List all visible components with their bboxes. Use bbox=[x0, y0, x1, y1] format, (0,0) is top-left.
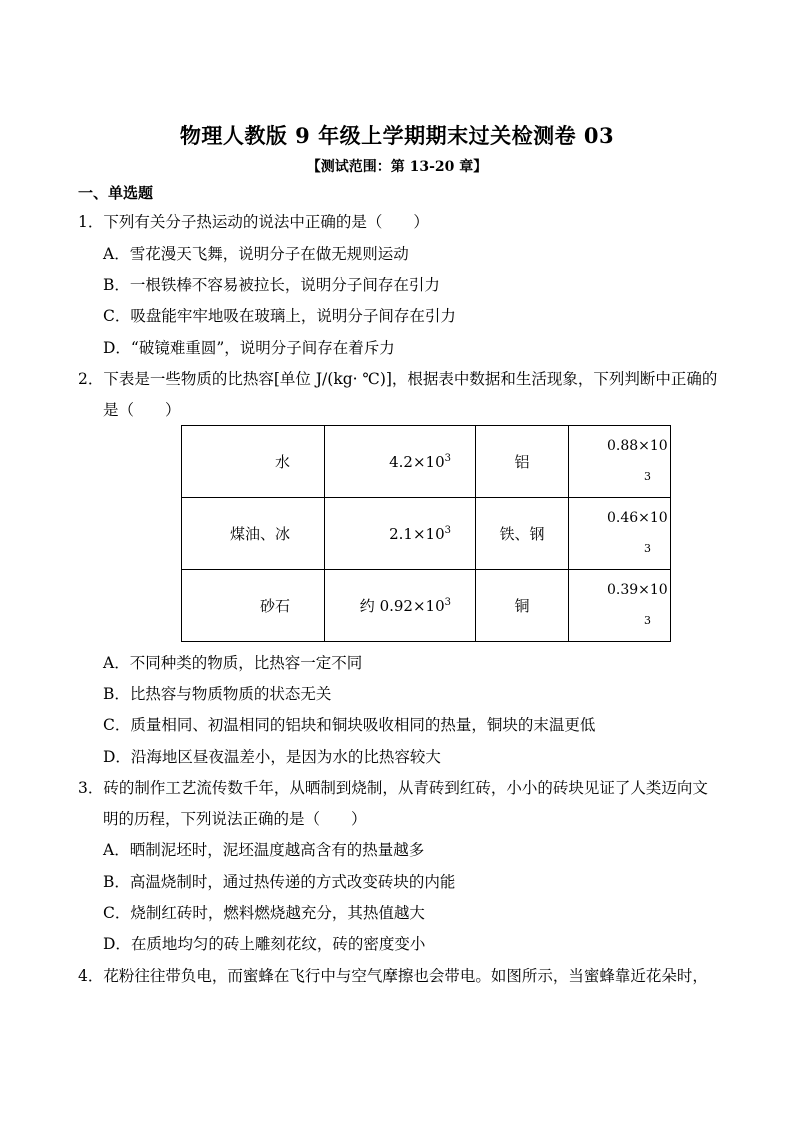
question-1-stem: 1．下列有关分子热运动的说法中正确的是（ ） bbox=[78, 213, 429, 231]
table-cell-substance: 水 bbox=[182, 426, 325, 498]
table-cell-substance: 铜 bbox=[476, 570, 569, 642]
question-2-stem: 2．下表是一些物质的比热容[单位 J/(kg· ℃)]，根据表中数据和生活现象，下列判断中正确的 bbox=[78, 370, 718, 388]
question-1-option-a: A．雪花漫天飞舞，说明分子在做无规则运动 bbox=[103, 245, 409, 263]
question-1-option-c: C．吸盘能牢牢地吸在玻璃上，说明分子间存在引力 bbox=[103, 307, 456, 325]
table-row bbox=[182, 570, 671, 642]
question-2-option-b: B．比热容与物质物质的状态无关 bbox=[103, 685, 332, 703]
document-title: 物理人教版 9 年级上学期期末过关检测卷 03 bbox=[179, 123, 615, 148]
question-2-option-d: D．沿海地区昼夜温差小，是因为水的比热容较大 bbox=[103, 748, 441, 766]
table-cell-substance: 铝 bbox=[476, 426, 569, 498]
table-cell-value: $4.2\times 10^3$ bbox=[325, 426, 476, 498]
question-2-stem-continued: 是（ ） bbox=[103, 401, 181, 419]
question-2-option-a: A．不同种类的物质，比热容一定不同 bbox=[103, 654, 363, 672]
table-cell-value: 0.46×10 3 bbox=[569, 498, 671, 570]
table-row bbox=[182, 426, 671, 498]
question-3-stem-continued: 明的历程，下列说法正确的是（ ） bbox=[103, 810, 367, 828]
table-cell-value: 0.39×10 3 bbox=[569, 570, 671, 642]
table-cell-value: 约 $0.92\times 10^3$ bbox=[325, 570, 476, 642]
table-cell-value: $2.1\times 10^3$ bbox=[325, 498, 476, 570]
table-cell-substance: 砂石 bbox=[182, 570, 325, 642]
question-2-option-c: C．质量相同、初温相同的铝块和铜块吸收相同的热量，铜块的末温更低 bbox=[103, 716, 596, 734]
document-subtitle: 【测试范围：第 13-20 章】 bbox=[306, 159, 488, 175]
question-1-option-b: B．一根铁棒不容易被拉长，说明分子间存在引力 bbox=[103, 276, 440, 294]
table-row bbox=[182, 498, 671, 570]
section-heading: 一、单选题 bbox=[78, 184, 154, 202]
table-cell-substance: 煤油、冰 bbox=[182, 498, 325, 570]
question-3-option-b: B．高温烧制时，通过热传递的方式改变砖块的内能 bbox=[103, 873, 456, 891]
question-3-option-d: D．在质地均匀的砖上雕刻花纹，砖的密度变小 bbox=[103, 935, 426, 953]
specific-heat-table bbox=[181, 425, 671, 642]
question-3-option-c: C．烧制红砖时，燃料燃烧越充分，其热值越大 bbox=[103, 904, 425, 922]
question-3-option-a: A．晒制泥坯时，泥坯温度越高含有的热量越多 bbox=[103, 841, 425, 859]
question-4-stem: 4．花粉往往带负电，而蜜蜂在飞行中与空气摩擦也会带电。如图所示，当蜜蜂靠近花朵时， bbox=[78, 967, 708, 985]
table-cell-substance: 铁、钢 bbox=[476, 498, 569, 570]
table-cell-value: 0.88×10 3 bbox=[569, 426, 671, 498]
question-3-stem: 3．砖的制作工艺流传数千年，从晒制到烧制，从青砖到红砖，小小的砖块见证了人类迈向文 bbox=[78, 779, 708, 797]
question-1-option-d: D．“破镜难重圆”，说明分子间存在着斥力 bbox=[103, 339, 395, 357]
